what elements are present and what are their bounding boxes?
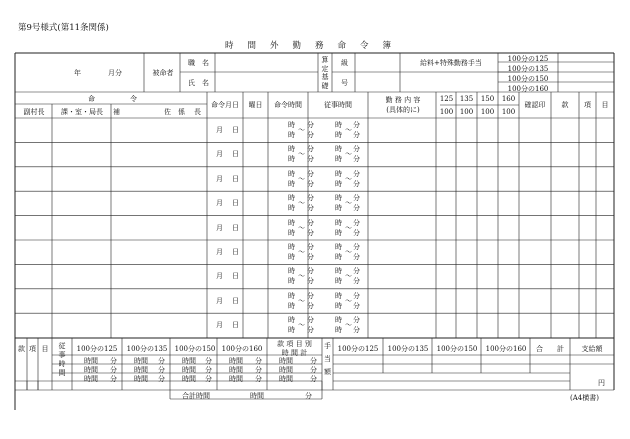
summary-minute: 分 [255,357,262,365]
rate-head-top-2: 135 [459,95,474,103]
row-order-tilde: 〜 [298,126,305,134]
year-label: 年 [74,69,81,77]
allowance-rate-1: 100分の125 [337,345,379,353]
row-day: 日 [232,296,239,305]
summary-hour: 時間 [182,366,196,374]
work-hours-char: 従 [58,342,66,350]
header-rate-2: 100分の135 [507,64,549,73]
rank-label: 号 [341,79,348,87]
summary-minute: 分 [255,366,262,374]
summary-hour: 時間 [84,375,98,383]
sub-assistant: 補 [113,108,120,116]
row-order-hour-end: 時 [288,131,295,139]
summary-minute: 分 [110,375,117,383]
sub-section-chief: 課・室・局長 [61,108,103,116]
row-day: 日 [232,150,239,159]
allowance-rate-4: 100分の160 [485,345,527,353]
summary-minute: 分 [310,357,317,365]
row-work-min-end: 分 [353,326,360,335]
row-work-hour-end: 時 [335,155,342,164]
row-work-hour-end: 時 [335,326,342,335]
row-work-min-end: 分 [353,179,360,188]
weekday-header: 曜日 [248,101,263,109]
summary-rate-4: 100分の160 [221,345,263,353]
row-work-hour-start: 時 [335,218,342,227]
row-work-tilde: 〜 [345,321,352,330]
allowance-rate-3: 100分の150 [436,345,478,353]
work-content-header: 勤 務 内 容 [385,96,421,104]
summary-hour: 時間 [279,357,293,365]
row-work-min-start: 分 [353,218,360,227]
row-work-tilde: 〜 [345,126,352,134]
summary-minute: 分 [158,357,165,365]
row-work-hour-start: 時 [335,169,342,178]
row-order-hour-start: 時 [288,316,295,325]
row-month: 月 [216,126,223,134]
summary-minute: 分 [158,366,165,374]
calc-base-char: 定 [321,64,329,73]
row-order-tilde: 〜 [298,272,305,281]
summary-moku: 目 [41,345,49,353]
row-order-hour-start: 時 [288,194,295,203]
summary-hour: 時間 [84,357,98,365]
row-order-hour-start: 時 [288,169,295,178]
row-work-min-start: 分 [353,316,360,325]
summary-hour: 時間 [134,357,148,365]
summary-hour: 時間 [229,375,243,383]
summary-minute: 分 [205,357,212,365]
salary-label: 給料+特殊勤務手当 [420,59,482,67]
summary-minute: 分 [110,357,117,365]
row-order-tilde: 〜 [298,199,305,208]
row-work-min-start: 分 [353,121,360,129]
row-work-tilde: 〜 [345,150,352,159]
row-order-hour-start: 時 [288,243,295,251]
month-label: 月分 [108,69,122,77]
row-order-min-end: 分 [307,253,314,261]
summary-kou: 項 [29,345,36,353]
row-order-min-start: 分 [307,145,314,154]
row-order-min-end: 分 [307,326,314,335]
order-date-header: 命令月日 [211,101,239,109]
row-order-hour-start: 時 [288,267,295,276]
form-label: 第9号様式(第11条関係) [18,23,109,33]
header-rate-4: 100分の160 [507,84,549,93]
allowance-char: 当 [324,355,331,363]
row-work-min-start: 分 [353,145,360,154]
total-hours-hour: 時間 [250,392,264,400]
row-order-min-start: 分 [307,316,314,325]
grade-label: 級 [341,59,348,67]
row-order-min-end: 分 [307,277,314,286]
work-hours-char: 間 [58,369,66,377]
confirm-header: 確認印 [524,101,546,109]
sub-chief: 係 [178,108,185,116]
rate-head-top-3: 150 [480,95,495,103]
row-work-hour-end: 時 [335,204,342,213]
row-month: 月 [216,174,223,183]
row-day: 日 [232,174,239,183]
row-month: 月 [216,296,223,305]
row-day: 日 [232,248,239,256]
row-work-tilde: 〜 [345,272,352,281]
row-work-tilde: 〜 [345,248,352,256]
row-day: 日 [232,223,239,232]
total-hours-label: 合計時間 [182,392,210,400]
row-order-hour-end: 時 [288,301,295,310]
row-work-min-end: 分 [353,204,360,213]
row-work-min-start: 分 [353,243,360,251]
row-work-min-end: 分 [353,131,360,139]
sub-vice-mayor: 副村長 [23,108,45,116]
row-month: 月 [216,272,223,281]
employee-label: 被命者 [152,69,174,77]
row-work-min-start: 分 [353,194,360,203]
moku-header: 目 [601,101,609,109]
row-order-hour-end: 時 [288,326,295,335]
row-order-hour-end: 時 [288,228,295,237]
rate-head-bottom-1: 100 [439,108,454,116]
header-rate-1: 100分の125 [507,54,549,63]
summary-minute: 分 [158,375,165,383]
by-item-line2: 時 間 計 [281,349,308,357]
summary-hour: 時間 [134,366,148,374]
row-order-min-start: 分 [307,291,314,300]
row-month: 月 [216,150,223,159]
row-order-tilde: 〜 [298,150,305,159]
name-label: 氏 名 [188,79,209,87]
row-order-hour-end: 時 [288,155,295,164]
row-day: 日 [232,272,239,281]
total-hours-minute: 分 [305,392,312,400]
summary-minute: 分 [110,366,117,374]
row-order-hour-end: 時 [288,179,295,188]
row-work-tilde: 〜 [345,199,352,208]
kan-header: 款 [561,101,569,109]
summary-hour: 時間 [182,357,196,365]
order-header: 命 令 [88,95,137,103]
summary-rate-2: 100分の135 [126,345,168,353]
row-order-tilde: 〜 [298,321,305,330]
sub-assistant-2: 佐 [164,108,171,116]
row-work-hour-start: 時 [335,194,342,203]
payment-label: 支給額 [581,345,603,353]
row-work-hour-end: 時 [335,179,342,188]
summary-rate-3: 100分の150 [174,345,216,353]
row-work-hour-start: 時 [335,243,342,251]
row-work-hour-start: 時 [335,291,342,300]
row-work-hour-start: 時 [335,267,342,276]
summary-minute: 分 [310,375,317,383]
summary-minute: 分 [205,375,212,383]
work-content-sub: (具体的に) [386,106,420,114]
row-month: 月 [216,248,223,256]
row-work-min-start: 分 [353,267,360,276]
summary-hour: 時間 [229,366,243,374]
header-rate-3: 100分の150 [507,74,549,83]
row-order-min-end: 分 [307,301,314,310]
summary-hour: 時間 [134,375,148,383]
row-order-min-start: 分 [307,218,314,227]
work-hours-char: 事 [58,351,66,359]
row-work-min-end: 分 [353,228,360,237]
row-order-min-end: 分 [307,155,314,164]
rate-head-bottom-2: 100 [459,108,474,116]
rate-head-top-4: 160 [501,95,516,103]
row-day: 日 [232,199,239,208]
row-work-min-end: 分 [353,253,360,261]
position-label: 職 名 [188,59,209,67]
row-work-hour-end: 時 [335,228,342,237]
row-order-min-end: 分 [307,131,314,139]
row-order-min-end: 分 [307,179,314,188]
row-work-tilde: 〜 [345,296,352,305]
summary-total-label: 合 計 [536,345,564,353]
paper-size-note: (A4横書) [570,394,599,402]
calc-base-char: 礎 [321,81,329,90]
row-work-hour-end: 時 [335,301,342,310]
row-order-tilde: 〜 [298,296,305,305]
calc-base-char: 基 [321,73,329,81]
work-time-header: 従事時間 [324,101,352,109]
row-work-min-end: 分 [353,277,360,286]
row-day: 日 [232,126,239,134]
sub-chief-2: 長 [194,108,201,116]
summary-kan: 款 [18,345,25,353]
row-order-tilde: 〜 [298,174,305,183]
row-work-min-end: 分 [353,301,360,310]
rate-head-top-1: 125 [439,95,454,103]
row-work-min-start: 分 [353,291,360,300]
row-order-min-start: 分 [307,121,314,129]
by-item-line1: 款 項 目 別 [277,340,312,348]
row-order-min-start: 分 [307,169,314,178]
allowance-char: 額 [324,368,331,376]
row-order-hour-end: 時 [288,253,295,261]
work-hours-char: 時 [58,360,66,368]
allowance-char: 手 [324,342,331,350]
row-order-min-start: 分 [307,194,314,203]
row-order-tilde: 〜 [298,223,305,232]
row-order-min-end: 分 [307,204,314,213]
row-work-tilde: 〜 [345,174,352,183]
calc-base-char: 算 [321,56,329,64]
row-work-hour-end: 時 [335,277,342,286]
row-work-hour-start: 時 [335,145,342,154]
yen-unit: 円 [598,379,605,387]
row-day: 日 [232,321,239,330]
row-order-hour-start: 時 [288,291,295,300]
rate-head-bottom-3: 100 [480,108,495,116]
row-order-hour-start: 時 [288,145,295,154]
summary-minute: 分 [205,366,212,374]
row-month: 月 [216,223,223,232]
summary-hour: 時間 [279,366,293,374]
row-work-hour-end: 時 [335,253,342,261]
row-order-hour-end: 時 [288,277,295,286]
row-work-hour-end: 時 [335,131,342,139]
kou-header: 項 [584,101,591,109]
summary-hour: 時間 [279,375,293,383]
row-work-min-start: 分 [353,169,360,178]
summary-hour: 時間 [84,366,98,374]
row-order-hour-start: 時 [288,218,295,227]
row-work-hour-start: 時 [335,121,342,129]
row-month: 月 [216,199,223,208]
summary-minute: 分 [310,366,317,374]
row-work-hour-start: 時 [335,316,342,325]
row-order-min-end: 分 [307,228,314,237]
row-month: 月 [216,321,223,330]
row-order-hour-end: 時 [288,204,295,213]
row-work-tilde: 〜 [345,223,352,232]
summary-minute: 分 [255,375,262,383]
summary-hour: 時間 [182,375,196,383]
rate-head-bottom-4: 100 [501,108,516,116]
row-order-min-start: 分 [307,243,314,251]
summary-rate-1: 100分の125 [76,345,118,353]
row-order-hour-start: 時 [288,121,295,129]
row-order-min-start: 分 [307,267,314,276]
row-order-tilde: 〜 [298,248,305,256]
document-title: 時間外勤務命令簿 [224,41,405,51]
summary-hour: 時間 [229,357,243,365]
row-work-min-end: 分 [353,155,360,164]
order-time-header: 命令時間 [274,101,302,109]
allowance-rate-2: 100分の135 [387,345,429,353]
